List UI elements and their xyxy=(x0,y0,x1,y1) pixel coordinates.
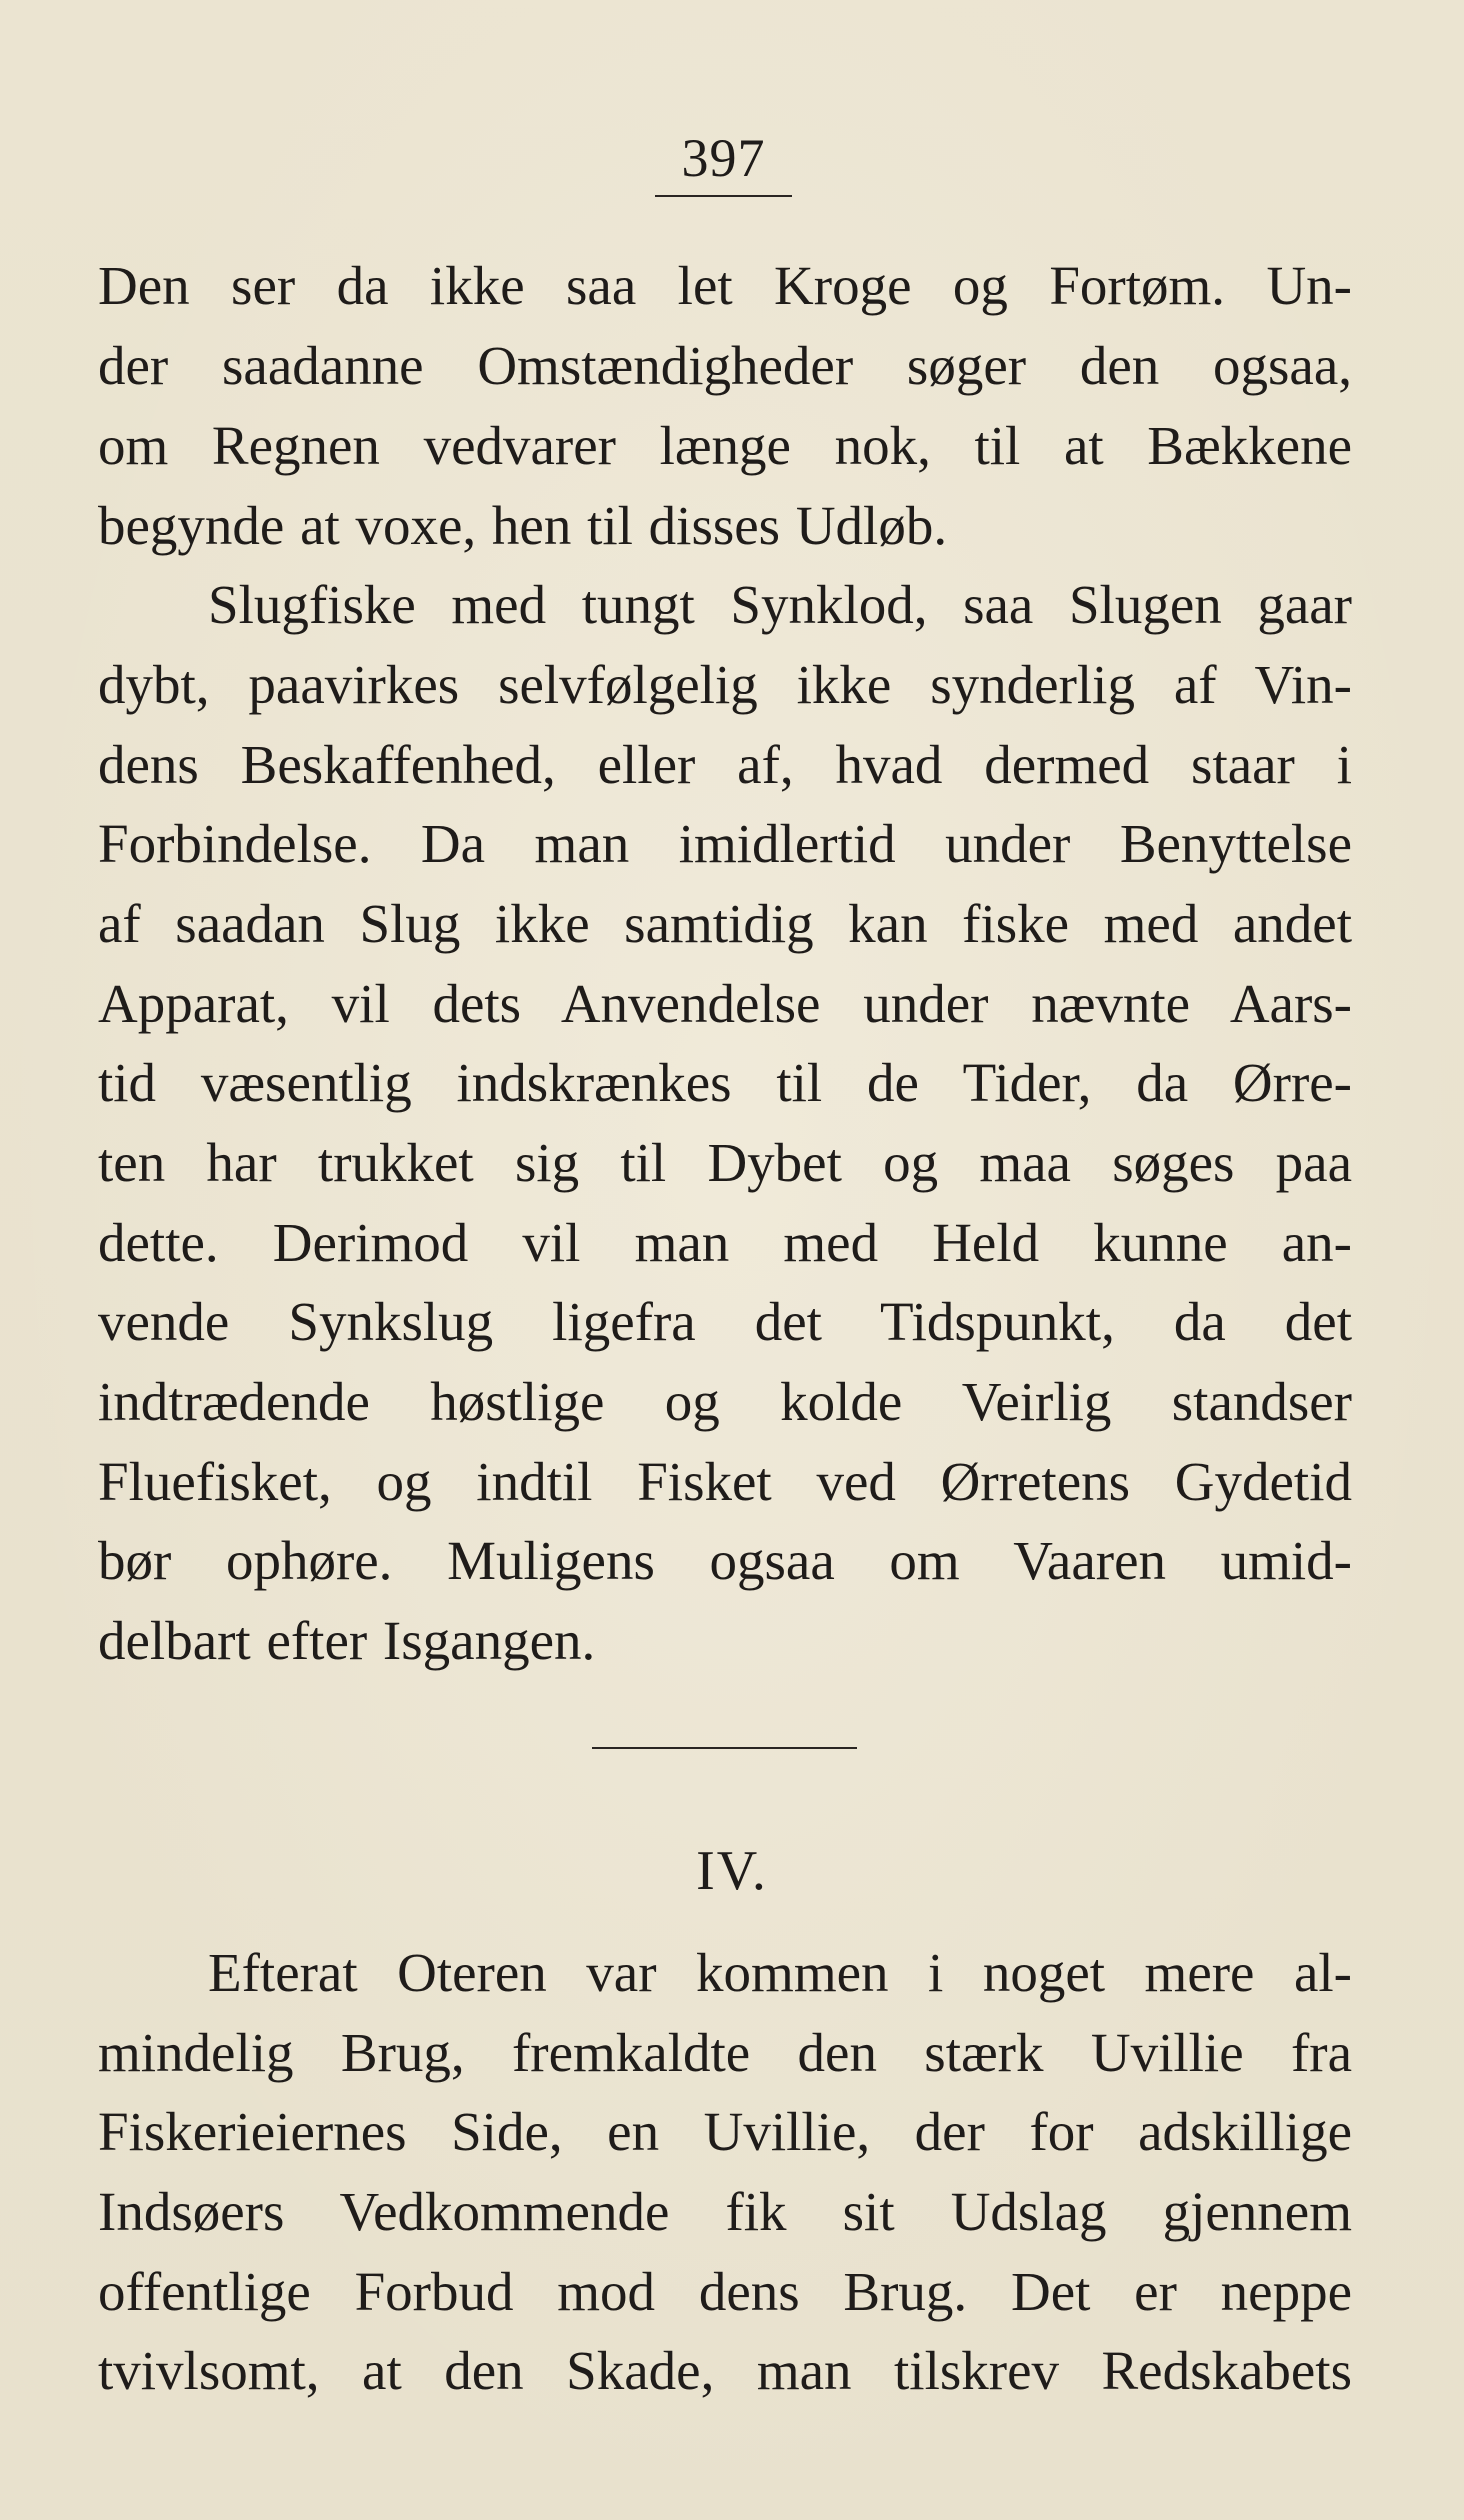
text-line: Indsøers Vedkommende fik sit Udslag gjennem xyxy=(98,2181,1352,2242)
text-line: vende Synkslug ligefra det Tidspunkt, da det xyxy=(98,1291,1352,1352)
text-line: Den ser da ikke saa let Kroge og Fortøm. Un- xyxy=(98,255,1352,316)
text-line: der saadanne Omstændigheder søger den ogsaa, xyxy=(98,335,1352,396)
text-line: offentlige Forbud mod dens Brug. Det er neppe xyxy=(98,2261,1352,2322)
text-line: begynde at voxe, hen til disses Udløb. xyxy=(98,495,948,556)
text-line: om Regnen vedvarer længe nok, til at Bækkene xyxy=(98,415,1352,476)
text-line: dette. Derimod vil man med Held kunne an- xyxy=(98,1212,1352,1273)
text-line: indtrædende høstlige og kolde Veirlig standser xyxy=(98,1371,1352,1432)
text-line: mindelig Brug, fremkaldte den stærk Uvillie fra xyxy=(98,2022,1352,2083)
page-number-underline xyxy=(655,195,792,197)
text-line: ten har trukket sig til Dybet og maa søges paa xyxy=(98,1132,1352,1193)
text-line: dens Beskaffenhed, eller af, hvad dermed staar i xyxy=(98,734,1352,795)
text-line: tvivlsomt, at den Skade, man tilskrev Redskabets xyxy=(98,2340,1352,2401)
text-line: Efterat Oteren var kommen i noget mere al- xyxy=(208,1942,1352,2003)
text-line: Apparat, vil dets Anvendelse under nævnte Aars- xyxy=(98,973,1352,1034)
section-divider xyxy=(592,1747,857,1749)
text-line: delbart efter Isgangen. xyxy=(98,1610,596,1671)
text-line: Forbindelse. Da man imidlertid under Benyttelse xyxy=(98,813,1352,874)
text-line: af saadan Slug ikke samtidig kan fiske med andet xyxy=(98,893,1352,954)
text-line: dybt, paavirkes selvfølgelig ikke synderlig af Vin- xyxy=(98,654,1352,715)
text-line: bør ophøre. Muligens ogsaa om Vaaren umid- xyxy=(98,1530,1352,1591)
text-line: Fluefisket, og indtil Fisket ved Ørretens Gydetid xyxy=(98,1451,1352,1512)
text-line: Fiskerieiernes Side, en Uvillie, der for adskillige xyxy=(98,2101,1352,2162)
text-line: Slugfiske med tungt Synklod, saa Slugen gaar xyxy=(208,574,1352,635)
section-heading: IV. xyxy=(696,1840,768,1902)
text-line: tid væsentlig indskrænkes til de Tider, da Ørre- xyxy=(98,1052,1352,1113)
page-number: 397 xyxy=(681,128,766,188)
